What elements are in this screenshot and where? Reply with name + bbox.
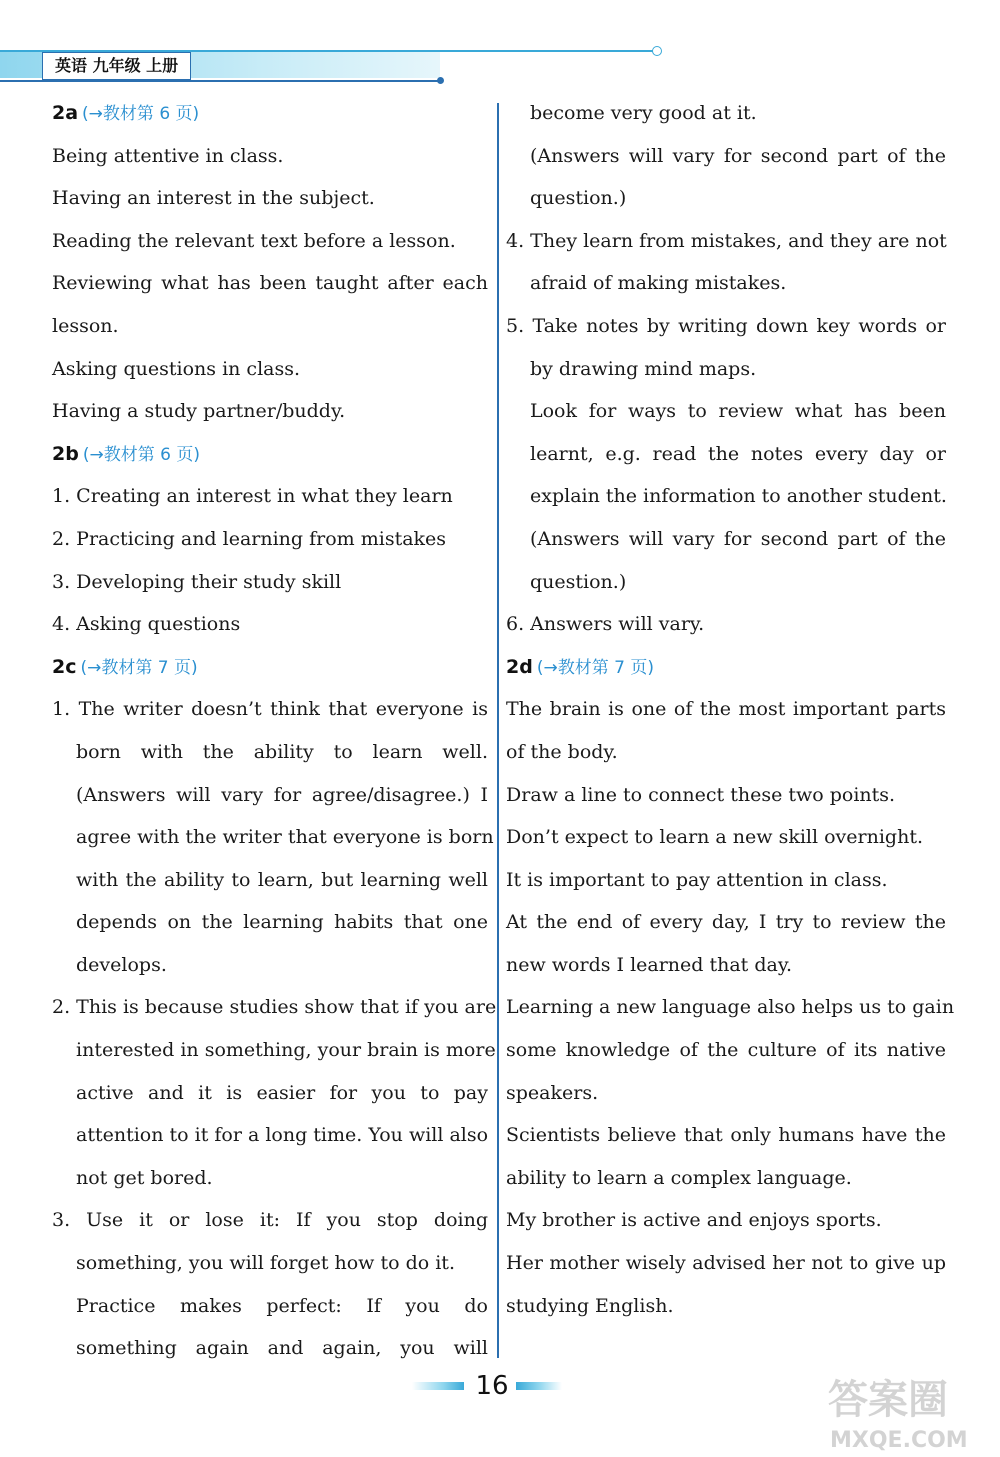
answer-line: with the ability to learn, but learning well [76, 868, 488, 891]
section-heading [506, 646, 946, 689]
section-heading [52, 92, 488, 135]
answer-line: 4. Asking questions [52, 613, 241, 636]
answer-line: some knowledge of the culture of its native [506, 1039, 946, 1062]
textbook-page-reference: (→教材第 7 页) [80, 657, 198, 678]
answer-line: The brain is one of the most important parts [506, 698, 946, 721]
answer-line: new words I learned that day. [506, 953, 793, 976]
answer-line: become very good at it. [530, 102, 757, 124]
answer-line: (Answers will vary for second part of the [530, 527, 946, 550]
answer-line: develops. [76, 953, 167, 976]
answer-line: 3. Use it or lose it: If you stop doing [52, 1209, 488, 1232]
section-label: 2b [52, 442, 79, 465]
answer-line: Reviewing what has been taught after each [52, 272, 488, 295]
section-label: 2a [52, 102, 79, 124]
answer-line: speakers. [506, 1081, 599, 1104]
textbook-page-reference: (→教材第 6 页) [82, 444, 200, 465]
answer-line: active and it is easier for you to pay [76, 1081, 488, 1104]
header-rule-bottom [0, 80, 440, 82]
watermark-site: MXQE.COM [830, 1428, 968, 1453]
answer-line: (Answers will vary for second part of the [530, 144, 946, 167]
answer-line: something, you will forget how to do it. [76, 1252, 455, 1275]
answer-line: Learning a new language also helps us to gain [506, 996, 955, 1019]
answer-line: 1. Creating an interest in what they learn [52, 485, 453, 508]
section-label: 2d [506, 655, 533, 678]
answer-line: question.) [530, 570, 627, 593]
answer-line: not get bored. [76, 1166, 213, 1189]
answer-line: Reading the relevant text before a lesson. [52, 229, 456, 252]
section-label: 2c [52, 655, 77, 678]
answer-line: Being attentive in class. [52, 144, 284, 167]
answer-line: Scientists believe that only humans have the [506, 1124, 946, 1147]
answer-line: 2. This is because studies show that if you are [52, 996, 497, 1019]
column-divider [497, 103, 499, 1358]
answer-line: ability to learn a complex language. [506, 1166, 852, 1189]
answer-line: depends on the learning habits that one [76, 911, 488, 934]
answer-line: 2. Practicing and learning from mistakes [52, 527, 447, 550]
answer-line: 4. They learn from mistakes, and they are not [506, 229, 947, 252]
left-column [52, 92, 497, 1370]
answer-line: Don’t expect to learn a new skill overnight. [506, 826, 923, 849]
header-rule-end-dot [652, 46, 662, 56]
footer-decoration-left [412, 1382, 464, 1390]
textbook-page-reference: (→教材第 7 页) [536, 657, 654, 678]
header-rule-end-dot [437, 77, 444, 84]
answer-line: question.) [530, 187, 627, 210]
answer-line: My brother is active and enjoys sports. [506, 1209, 882, 1232]
answer-line: Having a study partner/buddy. [52, 400, 346, 423]
right-column [506, 92, 955, 1327]
answer-line: born with the ability to learn well. [76, 740, 488, 763]
answer-line: lesson. [52, 314, 119, 337]
answer-line: Asking questions in class. [52, 357, 301, 380]
answer-line: learnt, e.g. read the notes every day or [530, 442, 946, 465]
answer-line: agree with the writer that everyone is born [76, 826, 494, 849]
answer-line: studying English. [506, 1294, 674, 1317]
answer-line: something again and again, you will [76, 1337, 488, 1360]
answer-line: attention to it for a long time. You will also [76, 1124, 489, 1147]
footer-decoration-right [516, 1382, 562, 1390]
answer-line: Practice makes perfect: If you do [76, 1294, 488, 1317]
page-number: 16 [475, 1371, 509, 1401]
answer-line: Her mother wisely advised her not to give up [506, 1252, 946, 1275]
textbook-page-reference: (→教材第 6 页) [82, 104, 200, 124]
answer-line: by drawing mind maps. [530, 357, 757, 380]
answer-line: 5. Take notes by writing down key words or [506, 314, 946, 337]
answer-line: Look for ways to review what has been [530, 400, 946, 423]
answer-line: (Answers will vary for agree/disagree.) I [76, 783, 488, 806]
section-heading [52, 646, 488, 689]
answer-line: explain the information to another student. [530, 485, 947, 508]
section-heading [52, 433, 488, 476]
answer-line: interested in something, your brain is more [76, 1039, 496, 1062]
watermark-logo [820, 1365, 990, 1455]
answer-line: 1. The writer doesn’t think that everyone is [52, 698, 488, 721]
book-title: 英语 九年级 上册 [42, 52, 191, 80]
answer-line: At the end of every day, I try to review the [506, 911, 946, 934]
answer-line: It is important to pay attention in class. [506, 868, 888, 891]
answer-line: Draw a line to connect these two points. [506, 783, 896, 806]
page-header [0, 0, 1000, 90]
answer-line: 3. Developing their study skill [52, 570, 342, 593]
answer-line: afraid of making mistakes. [530, 272, 787, 295]
watermark-brand: 答案圈 [828, 1377, 948, 1423]
answer-line: Having an interest in the subject. [52, 187, 375, 210]
answer-line: 6. Answers will vary. [506, 613, 705, 636]
answer-line: of the body. [506, 740, 618, 763]
